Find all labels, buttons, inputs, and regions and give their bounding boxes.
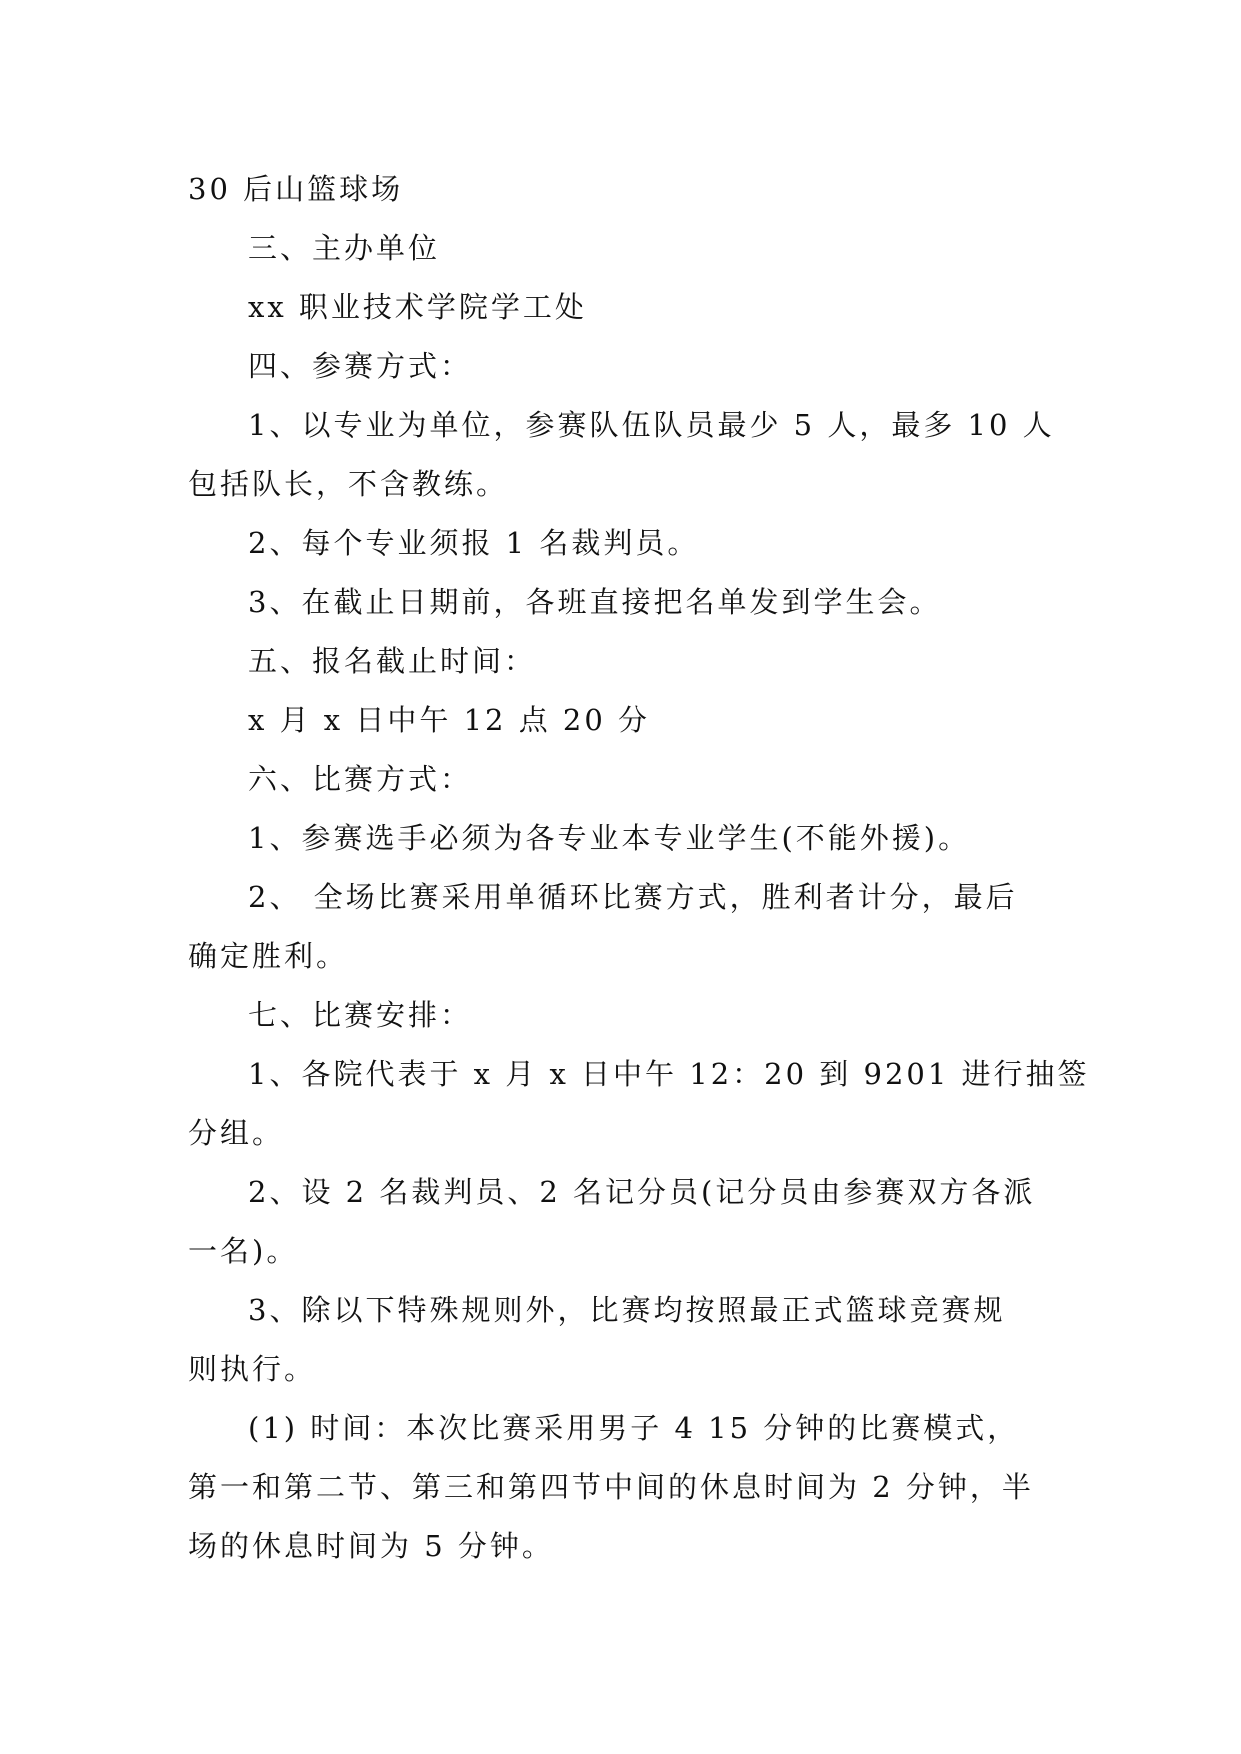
special-rules-line-2: 则执行。 (188, 1352, 317, 1386)
time-rule-line-1: (1) 时间：本次比赛采用男子 4 15 分钟的比赛模式， (248, 1411, 1020, 1445)
document-body (188, 160, 1090, 1576)
draw-rule-line-1: 1、各院代表于 x 月 x 日中午 12：20 到 9201 进行抽签 (248, 1057, 1090, 1091)
format-rule-line-1: 2、 全场比赛采用单循环比赛方式，胜利者计分，最后 (248, 880, 1018, 914)
venue-line: 30 后山篮球场 (188, 172, 404, 206)
organizer-name: xx 职业技术学院学工处 (248, 290, 587, 324)
referee-rule: 2、每个专业须报 1 名裁判员。 (248, 526, 700, 560)
officials-rule-line-1: 2、设 2 名裁判员、2 名记分员(记分员由参赛双方各派 (248, 1175, 1036, 1209)
officials-rule-line-2: 一名)。 (188, 1234, 299, 1268)
deadline-text: x 月 x 日中午 12 点 20 分 (248, 703, 651, 737)
team-size-rule-line-2: 包括队长，不含教练。 (188, 467, 509, 501)
eligibility-rule: 1、参赛选手必须为各专业本专业学生(不能外援)。 (248, 821, 971, 855)
time-rule-line-2: 第一和第二节、第三和第四节中间的休息时间为 2 分钟，半 (188, 1470, 1034, 1504)
section-3-heading: 三、主办单位 (248, 231, 441, 265)
time-rule-line-3: 场的休息时间为 5 分钟。 (188, 1529, 554, 1563)
special-rules-line-1: 3、除以下特殊规则外，比赛均按照最正式篮球竞赛规 (248, 1293, 1006, 1327)
format-rule-line-2: 确定胜利。 (188, 939, 349, 973)
section-5-heading: 五、报名截止时间： (248, 644, 537, 678)
section-4-heading: 四、参赛方式： (248, 349, 473, 383)
draw-rule-line-2: 分组。 (188, 1116, 285, 1150)
section-7-heading: 七、比赛安排： (248, 998, 473, 1032)
section-6-heading: 六、比赛方式： (248, 762, 473, 796)
team-size-rule-line-1: 1、以专业为单位，参赛队伍队员最少 5 人，最多 10 人 (248, 408, 1055, 442)
submission-rule: 3、在截止日期前，各班直接把名单发到学生会。 (248, 585, 942, 619)
